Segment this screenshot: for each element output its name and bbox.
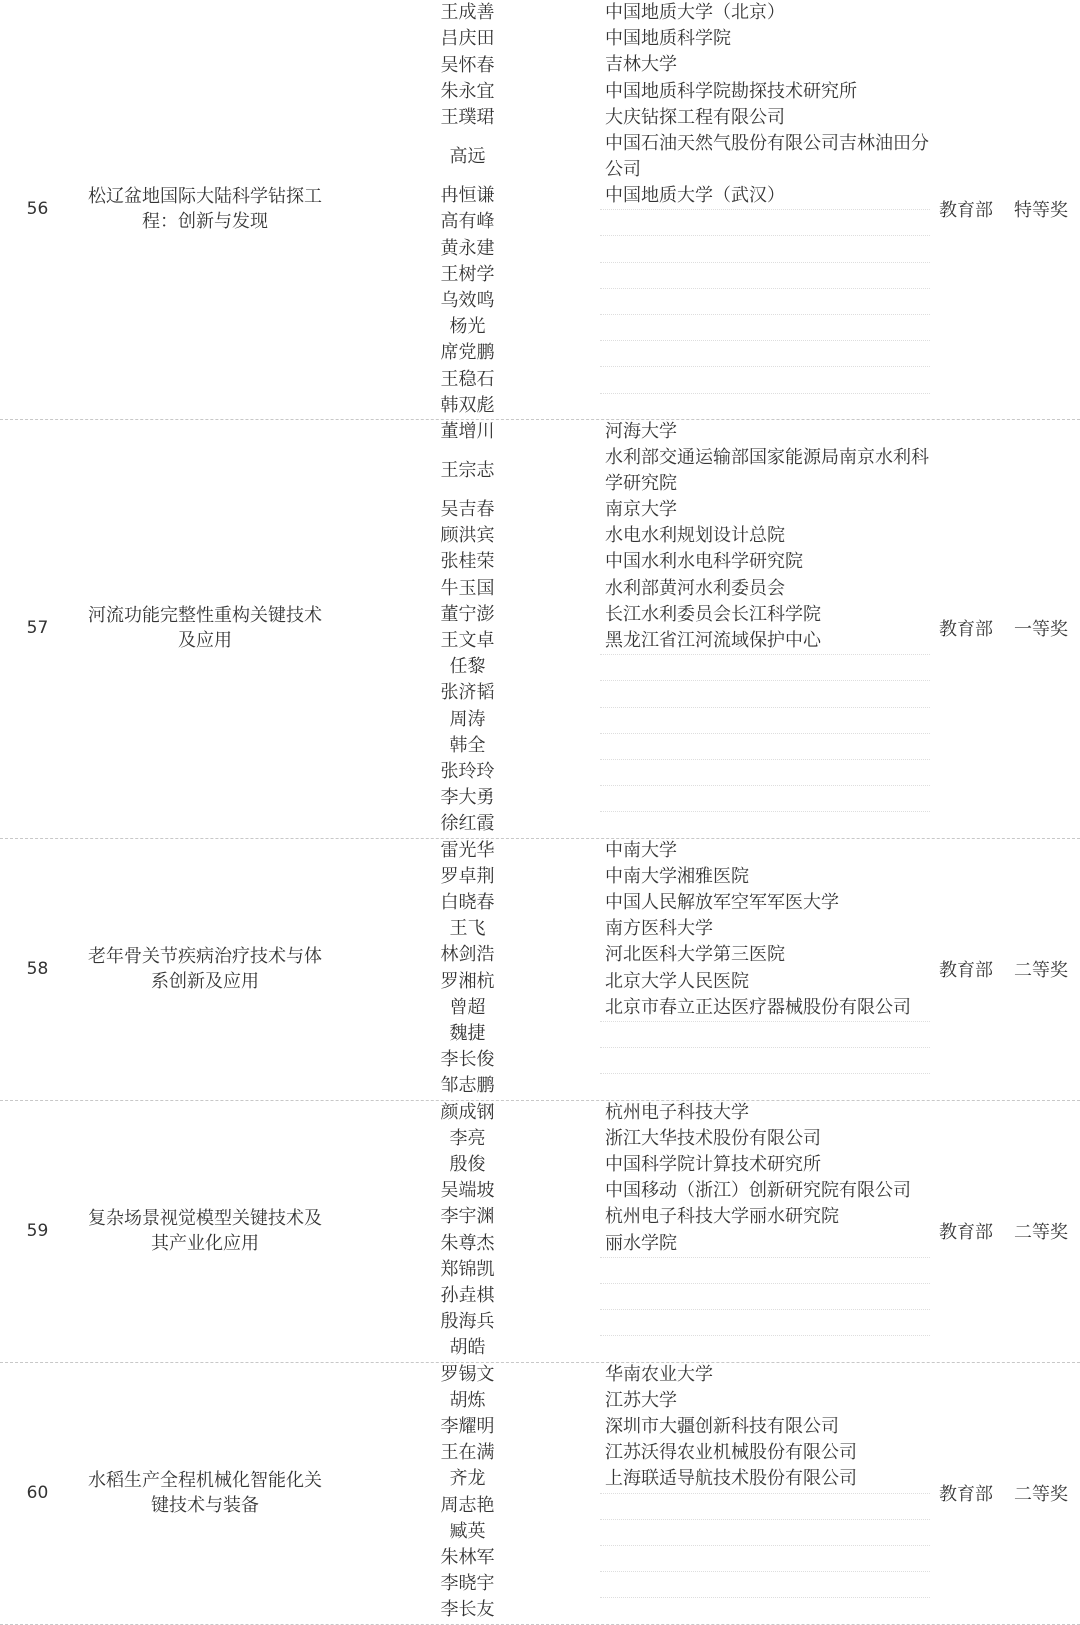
empty-org-rule: [600, 1073, 930, 1074]
empty-org-rule: [600, 733, 930, 734]
completer-name: 李晓宇: [440, 1573, 495, 1595]
completer-organization: 黑龙江省江河流域保护中心: [605, 629, 821, 651]
award-level: 二等奖: [1014, 1483, 1068, 1505]
project-title: 老年骨关节疾病治疗技术与体系创新及应用: [88, 945, 322, 992]
completer-name: 王在满: [440, 1442, 495, 1464]
completer-name: 周志艳: [440, 1494, 495, 1516]
completer-name: 李宇渊: [440, 1206, 495, 1228]
completer-name: 牛玉国: [440, 577, 495, 599]
empty-org-rule: [600, 1283, 930, 1284]
completer-organization: 杭州电子科技大学: [605, 1101, 749, 1123]
completer-organization: 中国地质科学院: [605, 28, 731, 50]
completer-name: 罗卓荆: [440, 865, 495, 887]
completer-name: 韩全: [449, 734, 486, 756]
completer-name: 罗锡文: [440, 1363, 495, 1385]
completer-name: 雷光华: [440, 839, 495, 861]
empty-org-rule: [600, 654, 930, 655]
empty-org-rule: [600, 1597, 930, 1598]
completer-organization: 中国水利水电科学研究院: [605, 551, 803, 573]
completer-organization: 华南农业大学: [605, 1363, 713, 1385]
completer-name: 王璞珺: [440, 106, 495, 128]
completer-name: 吕庆田: [440, 28, 495, 50]
empty-org-rule: [600, 1257, 930, 1258]
completer-name: 殷俊: [449, 1154, 486, 1176]
completer-organization: 水利部交通运输部国家能源局南京水利科学研究院: [605, 446, 929, 494]
completer-name: 颜成钢: [440, 1101, 495, 1123]
completer-name: 王稳石: [440, 368, 495, 390]
completer-organization: 中国地质科学院勘探技术研究所: [605, 80, 857, 102]
nominating-department: 教育部: [939, 1483, 993, 1505]
completer-name: 齐龙: [449, 1468, 486, 1490]
empty-org-rule: [600, 209, 930, 210]
completer-name: 朱林军: [440, 1547, 495, 1569]
completer-organization: 中国移动（浙江）创新研究院有限公司: [605, 1180, 911, 1202]
completer-name: 董宁澎: [440, 603, 495, 625]
nominating-department: 教育部: [939, 1221, 993, 1243]
nominating-department: 教育部: [939, 200, 993, 222]
empty-org-rule: [600, 1545, 930, 1546]
completer-name: 吴端坡: [440, 1180, 495, 1202]
award-group: [0, 0, 1080, 420]
empty-org-rule: [600, 393, 930, 394]
nominating-department: 教育部: [939, 619, 993, 641]
completer-name: 冉恒谦: [440, 185, 495, 207]
completer-name: 殷海兵: [440, 1311, 495, 1333]
completer-name: 徐红霞: [440, 813, 495, 835]
empty-org-rule: [600, 1021, 930, 1022]
empty-org-rule: [600, 680, 930, 681]
empty-org-rule: [600, 288, 930, 289]
completer-name: 白晓春: [440, 892, 495, 914]
empty-org-rule: [600, 1571, 930, 1572]
completer-name: 林剑浩: [440, 944, 495, 966]
completer-name: 李亮: [449, 1127, 486, 1149]
empty-org-rule: [600, 759, 930, 760]
award-level: 二等奖: [1014, 1221, 1068, 1243]
completer-name: 顾洪宾: [440, 525, 495, 547]
empty-org-rule: [600, 1309, 930, 1310]
completer-organization: 中国人民解放军空军军医大学: [605, 891, 839, 913]
completer-name: 郑锦凯: [440, 1258, 495, 1280]
completer-name: 魏捷: [449, 1023, 486, 1045]
completer-name: 王树学: [440, 263, 495, 285]
completer-organization: 中国地质大学（北京）: [605, 2, 785, 23]
completer-name: 董增川: [440, 420, 495, 442]
completer-organization: 上海联适导航技术股份有限公司: [605, 1468, 857, 1490]
completer-name: 胡皓: [449, 1337, 486, 1359]
project-number: 58: [26, 958, 49, 979]
completer-name: 周涛: [449, 708, 486, 730]
project-title: 复杂场景视觉模型关键技术及其产业化应用: [88, 1207, 322, 1254]
award-group: [0, 419, 1080, 839]
empty-org-rule: [600, 314, 930, 315]
completer-organization: 北京市春立正达医疗器械股份有限公司: [605, 996, 911, 1018]
empty-org-rule: [600, 1493, 930, 1494]
project-number: 60: [26, 1482, 49, 1503]
completer-name: 高远: [449, 146, 486, 167]
completer-name: 朱尊杰: [440, 1232, 495, 1254]
empty-org-rule: [600, 366, 930, 367]
completer-name: 李大勇: [440, 787, 495, 809]
completer-organization: 深圳市大疆创新科技有限公司: [605, 1415, 839, 1437]
completer-name: 李耀明: [440, 1416, 495, 1438]
completer-organization: 南京大学: [605, 498, 677, 520]
completer-name: 张桂荣: [440, 551, 495, 573]
empty-org-rule: [600, 235, 930, 236]
award-level: 特等奖: [1014, 200, 1068, 222]
completer-name: 吴怀春: [440, 54, 495, 76]
completer-name: 王成善: [440, 2, 495, 24]
completer-organization: 江苏大学: [605, 1389, 677, 1411]
completer-name: 高有峰: [440, 211, 495, 233]
completer-organization: 水利部黄河水利委员会: [605, 577, 785, 599]
completer-organization: 中国科学院计算技术研究所: [605, 1153, 821, 1175]
empty-org-rule: [600, 811, 930, 812]
completer-name: 朱永宜: [440, 80, 495, 102]
nominating-department: 教育部: [939, 959, 993, 981]
award-level: 二等奖: [1014, 959, 1068, 981]
award-group: [0, 1100, 1080, 1363]
completer-name: 孙垚棋: [440, 1285, 495, 1307]
completer-organization: 北京大学人民医院: [605, 970, 749, 992]
empty-org-rule: [600, 1519, 930, 1520]
project-title: 河流功能完整性重构关键技术及应用: [88, 605, 322, 652]
project-title: 松辽盆地国际大陆科学钻探工程：创新与发现: [88, 186, 322, 233]
empty-org-rule: [600, 1047, 930, 1048]
completer-organization: 中南大学湘雅医院: [605, 865, 749, 887]
completer-name: 韩双彪: [440, 394, 495, 416]
completer-name: 任黎: [449, 656, 486, 678]
project-number: 57: [26, 618, 49, 639]
completer-name: 臧英: [449, 1520, 486, 1542]
project-number: 56: [26, 199, 49, 220]
completer-organization: 南方医科大学: [605, 918, 713, 940]
award-group: [0, 1362, 1080, 1625]
empty-org-rule: [600, 785, 930, 786]
completer-name: 黄永建: [440, 237, 495, 259]
completer-organization: 水电水利规划设计总院: [605, 525, 785, 547]
completer-name: 张济韬: [440, 682, 495, 704]
completer-organization: 吉林大学: [605, 54, 677, 76]
completer-name: 王宗志: [440, 459, 495, 481]
completer-name: 吴吉春: [440, 499, 495, 521]
project-title: 水稻生产全程机械化智能化关键技术与装备: [88, 1469, 322, 1516]
completer-name: 曾超: [449, 996, 486, 1018]
completer-name: 李长俊: [440, 1049, 495, 1071]
completer-name: 李长友: [440, 1599, 495, 1621]
completer-organization: 中南大学: [605, 839, 677, 861]
completer-name: 杨光: [449, 316, 486, 338]
completer-organization: 长江水利委员会长江科学院: [605, 603, 821, 625]
award-level: 一等奖: [1014, 619, 1068, 641]
completer-name: 张玲玲: [440, 761, 495, 783]
completer-name: 罗湘杭: [440, 970, 495, 992]
empty-org-rule: [600, 1335, 930, 1336]
project-number: 59: [26, 1220, 49, 1241]
completer-name: 邹志鹏: [440, 1075, 495, 1097]
completer-organization: 中国地质大学（武汉）: [605, 185, 785, 206]
completer-organization: 杭州电子科技大学丽水研究院: [605, 1206, 839, 1228]
completer-name: 乌效鸣: [440, 289, 495, 311]
completer-organization: 浙江大华技术股份有限公司: [605, 1127, 821, 1149]
completer-organization: 丽水学院: [605, 1232, 677, 1254]
completer-organization: 河海大学: [605, 420, 677, 442]
empty-org-rule: [600, 707, 930, 708]
completer-organization: 大庆钻探工程有限公司: [605, 106, 785, 128]
completer-name: 席党鹏: [440, 342, 495, 364]
award-group: [0, 838, 1080, 1101]
completer-name: 王文卓: [440, 630, 495, 652]
empty-org-rule: [600, 262, 930, 263]
completer-organization: 河北医科大学第三医院: [605, 944, 785, 966]
completer-organization: 中国石油天然气股份有限公司吉林油田分公司: [605, 133, 929, 180]
empty-org-rule: [600, 340, 930, 341]
completer-name: 胡炼: [449, 1389, 486, 1411]
completer-name: 王飞: [449, 918, 486, 940]
completer-organization: 江苏沃得农业机械股份有限公司: [605, 1442, 857, 1464]
